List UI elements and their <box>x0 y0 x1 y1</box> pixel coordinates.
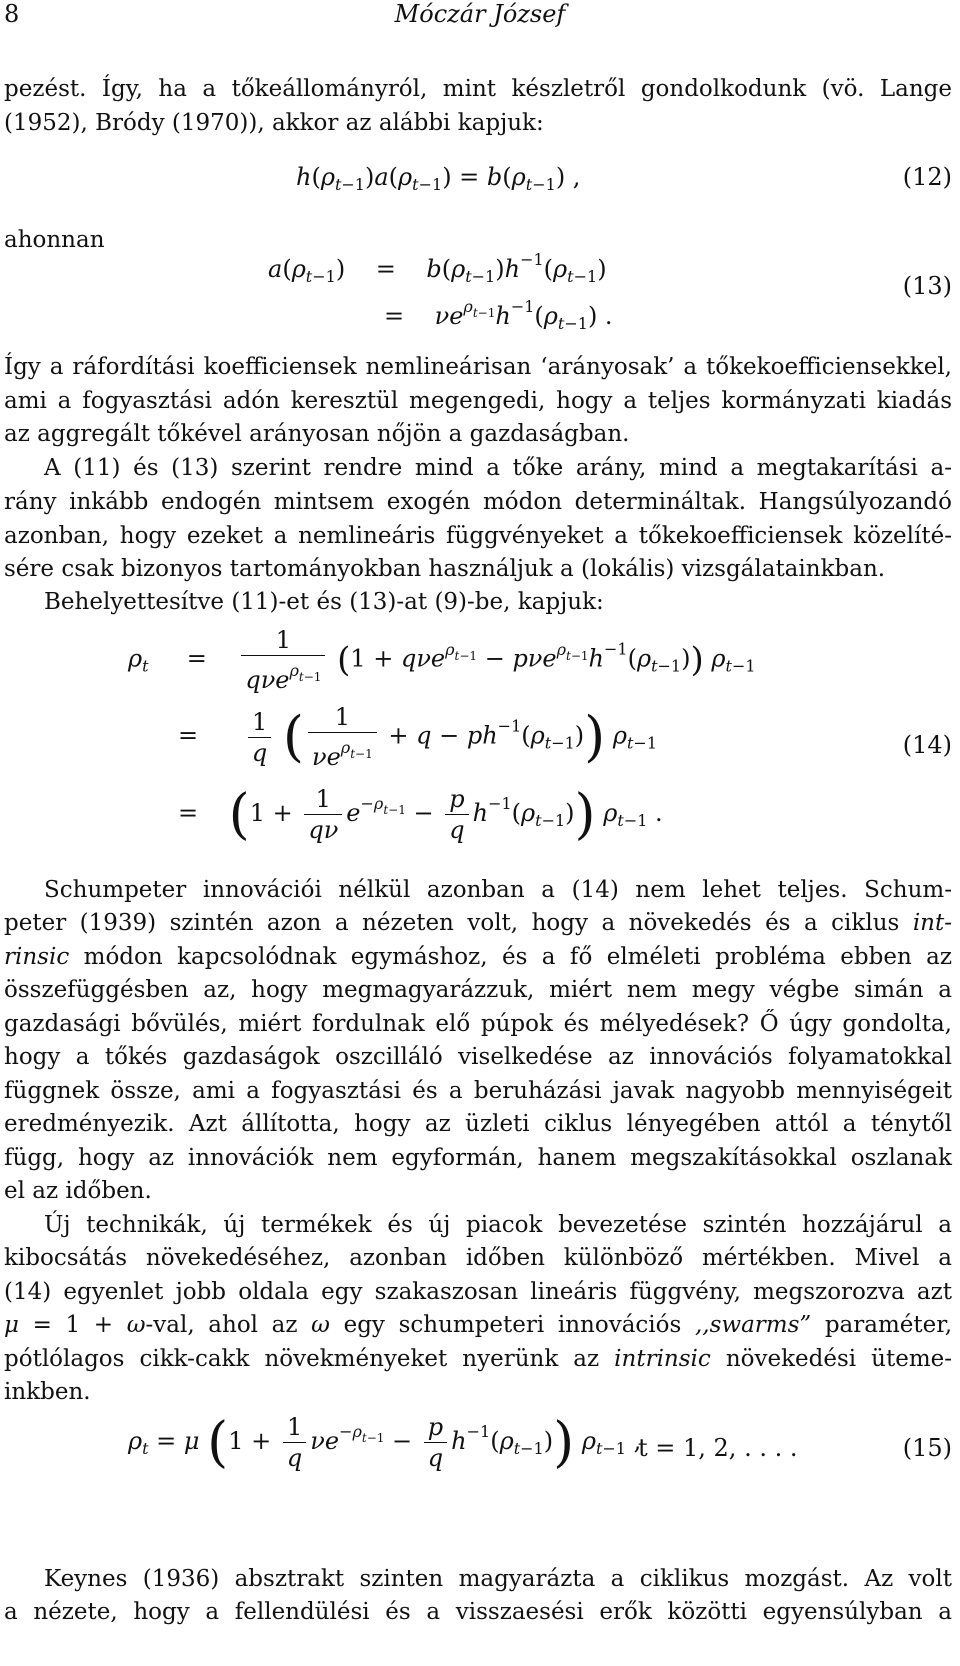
equation-13-line-2: = $\nu e^{\rho_{t-1}}h^{-1}(\rho_{t-1})$ . <box>384 297 613 333</box>
text-line: μ = 1 + ω-val, ahol az ω egy schumpeteri innovációs ,,swarms” paraméter, <box>4 1312 953 1338</box>
page-header <box>0 0 960 40</box>
equation-14-line-3: = (1 + $\frac{1}{q\nu}$ $e^{-\rho_{t-1}}$ − $\frac{p}{q}$ $h^{-1}(\rho_{t-1})$) $\rho_{t-1}$ . <box>178 782 663 846</box>
text-line: peter (1939) szintén azon a nézeten volt, hogy a növekedés és a ciklus int- <box>4 910 952 936</box>
paragraph-koefficiensek <box>4 351 952 452</box>
page-number: 8 <box>4 0 20 28</box>
text-line: kibocsátás növekedéséhez, azonban időben különböző mértékben. Mivel a <box>4 1245 952 1271</box>
text-line: Így a ráfordítási koefficiensek nemlineárisan ‘arányosak’ a tőkekoefficiensekkel, <box>4 354 952 380</box>
text-line: Behelyettesítve (11)-et és (13)-at (9)-be, kapjuk: <box>44 589 604 615</box>
text-line: Schumpeter innovációi nélkül azonban a (14) nem lehet teljes. Schum- <box>44 877 952 903</box>
equation-number-14: (14) <box>902 731 952 759</box>
text-line: pezést. Így, ha a tőkeállományról, mint készletről gondolkodunk (vö. Lange <box>4 76 952 102</box>
paragraph-keynes-cont <box>4 1596 952 1630</box>
text-line: a nézete, hogy a fellendülési és a visszaesési erők közötti egyensúlyban a <box>4 1599 952 1625</box>
text-line: sére csak bizonyos tartományokban használjuk a (lokális) vizsgálatainkban. <box>4 556 886 582</box>
paragraph-keynes <box>44 1563 952 1597</box>
text-line: (1952), Bródy (1970)), akkor az alábbi kapjuk: <box>4 109 544 136</box>
paragraph-uj-technikak <box>44 1209 952 1243</box>
text-line: inkben. <box>4 1379 91 1405</box>
text-line: Keynes (1936) absztrakt szinten magyarázta a ciklikus mozgást. Az volt <box>44 1566 952 1592</box>
text-line: rinsic módon kapcsolódnak egymáshoz, és a fő elméleti probléma ebben az <box>4 943 953 970</box>
text-line: rány inkább endogén mintsem exogén módon determináltak. Hangsúlyozandó <box>4 489 952 515</box>
paragraph-schumpeter-cont <box>4 907 952 1209</box>
text-line: az aggregált tőkével arányosan nőjön a gazdaságban. <box>4 421 630 447</box>
equation-14-line-2: = $\frac{1}{q}$ ( $\frac{1}{\nu e^{\rho_{t-1}}}$ + $q - ph^{-1}(\rho_{t-1})$) $\rho_{t-1}$ <box>178 703 658 771</box>
text-line: Új technikák, új termékek és új piacok bevezetése szintén hozzájárul a <box>44 1212 952 1238</box>
text-line: azonban, hogy ezeket a nemlineáris függvényeket a tőkekoefficiensek közelíté- <box>4 522 952 549</box>
text-line: függ, hogy az innovációk nem egyformán, hanem megszakításokkal oszlanak <box>4 1144 952 1171</box>
equation-15-t-range: t = 1, 2, . . . . <box>638 1434 798 1462</box>
text-line: el az időben. <box>4 1178 152 1204</box>
equation-number-13: (13) <box>902 272 952 300</box>
paragraph-schumpeter <box>44 874 952 908</box>
text-line: (14) egyenlet jobb oldala egy szakaszosan lineáris függvény, megszorozva azt <box>4 1278 952 1305</box>
text-line: hogy a tőkés gazdaságok oszcilláló viselkedése az innovációs folyamatokkal <box>4 1044 952 1070</box>
equation-12: $h(\rho_{t-1})a(\rho_{t-1}) = b(\rho_{t-1})$ , <box>296 163 581 194</box>
paragraph-intro <box>4 73 952 140</box>
equation-number-12: (12) <box>902 163 952 191</box>
text-line: függnek össze, ami a fogyasztási és a beruházási javak nagyobb mennyiségeit <box>4 1077 952 1104</box>
running-title: Móczár József <box>394 0 566 28</box>
paragraph-uj-technikak-cont <box>4 1242 952 1410</box>
text-line: A (11) és (13) szerint rendre mind a tőke arány, mind a megtakarítási a- <box>44 455 952 481</box>
paragraph-behelyettesitve <box>44 586 952 620</box>
text-line: összefüggésben az, hogy megmagyarázzuk, miért nem megy végbe simán a <box>4 977 952 1003</box>
equation-15: $\rho_t = \mu$ (1 + $\frac{1}{q}$ $\nu e^{-\rho_{t-1}}$ − $\frac{p}{q}$ $h^{-1}(\rho_{t-1})$) $\rho_{t-1}$ , <box>128 1410 642 1474</box>
text-line: eredményezik. Azt állította, hogy az üzleti ciklus lényegében attól a ténytől <box>4 1111 952 1137</box>
word-ahonnan: ahonnan <box>4 227 105 253</box>
equation-number-15: (15) <box>902 1434 952 1462</box>
text-line: gazdasági bővülés, miért fordulnak elő púpok és mélyedések? Ő úgy gondolta, <box>4 1010 952 1037</box>
paragraph-endogen-cont <box>4 486 952 587</box>
equation-13-line-1: $a(\rho_{t-1})$ = $b(\rho_{t-1})h^{-1}(\rho_{t-1})$ <box>268 250 607 286</box>
equation-14-line-1: $\rho_t$ = $\frac{1}{q\nu e^{\rho_{t-1}}}$ $(1 + q\nu e^{\rho_{t-1}} - p\nu e^{\rho_{t-1}}h^{-1}(\rho_{t-1}))$ $\rho_{t-1}$ <box>128 626 756 694</box>
text-line: ami a fogyasztási adón keresztül megengedi, hogy a teljes kormányzati kiadás <box>4 387 952 414</box>
text-line: pótlólagos cikk-cakk növekményeket nyerünk az intrinsic növekedési üteme- <box>4 1345 953 1372</box>
paragraph-endogen <box>44 452 952 486</box>
